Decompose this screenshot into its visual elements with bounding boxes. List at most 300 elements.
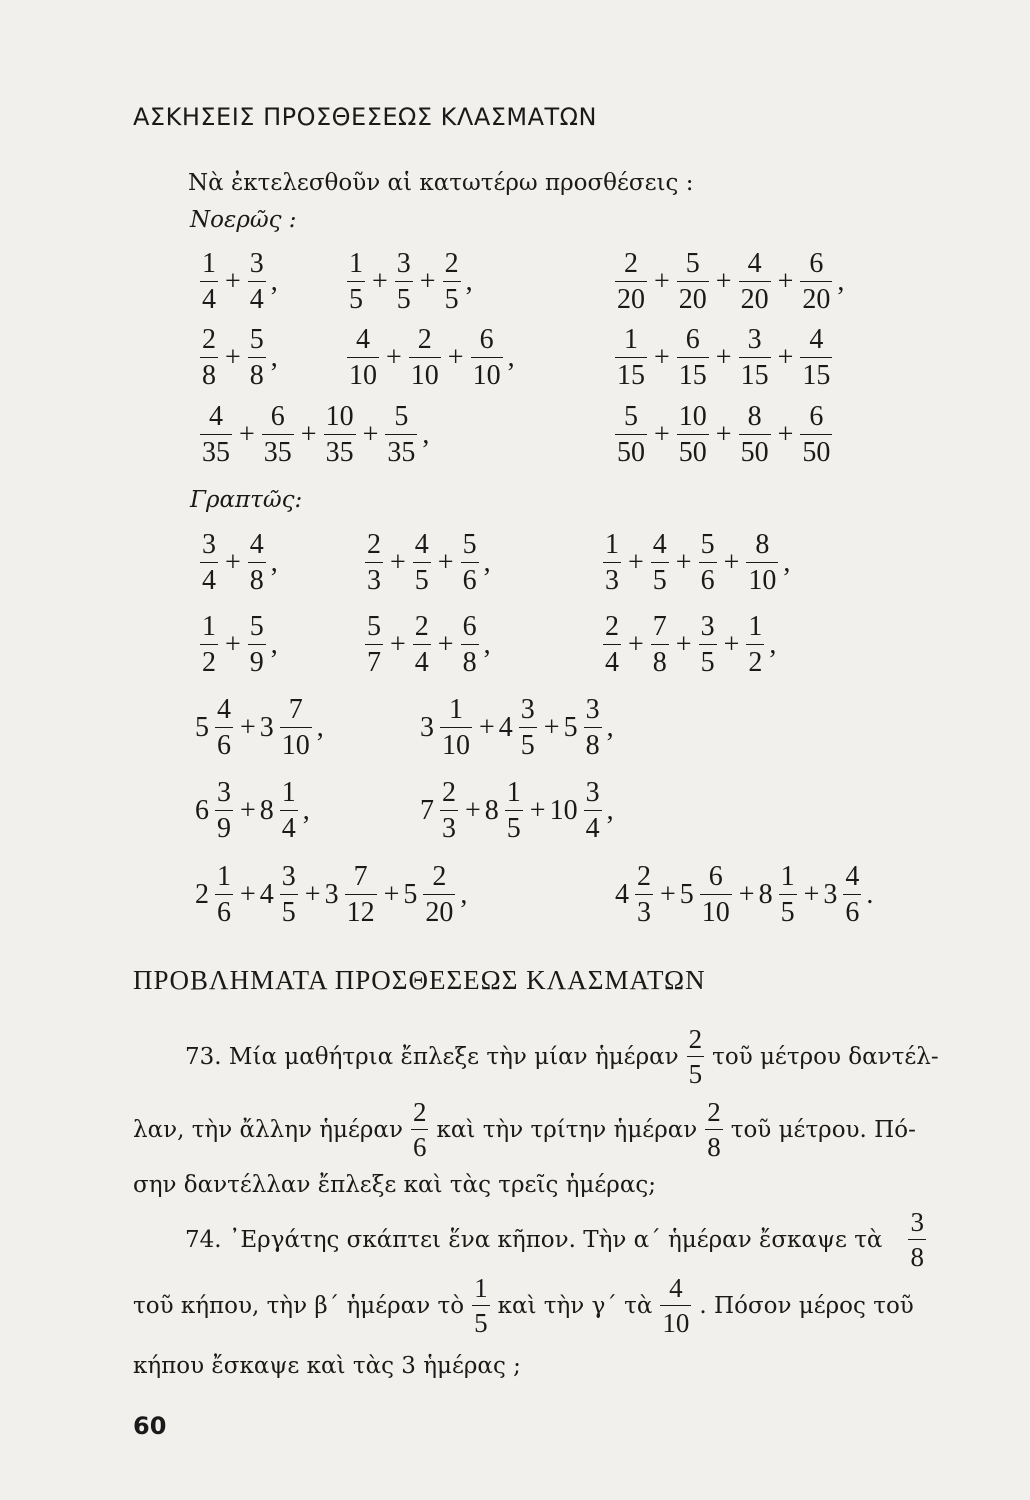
denominator: 50 (615, 434, 647, 467)
denominator: 10 (440, 727, 472, 760)
numerator: 5 (249, 611, 264, 642)
fraction (615, 403, 647, 467)
fraction (635, 863, 653, 927)
plus-sign: + (239, 419, 255, 450)
denominator: 5 (651, 562, 669, 595)
plus-sign: + (372, 266, 388, 297)
fraction (461, 613, 479, 677)
numerator: 4 (809, 324, 824, 355)
fraction (324, 403, 356, 467)
fraction (677, 250, 709, 314)
fraction: $\frac{2}{8}$ (707, 1097, 721, 1162)
plus-sign: + (738, 879, 755, 910)
whole-number: 5 (195, 712, 209, 743)
denominator: 15 (800, 357, 832, 390)
plus-sign: + (628, 547, 644, 578)
fraction (423, 863, 455, 927)
numerator: 4 (652, 529, 667, 560)
plus-sign: + (628, 629, 644, 660)
fraction (443, 250, 461, 314)
denominator: 9 (215, 810, 233, 843)
denominator: 20 (739, 281, 771, 314)
whole-number: 8 (758, 879, 773, 910)
whole-number: 8 (259, 795, 274, 826)
problem-text: καὶ τὴν τρίτην ἡμέραν (436, 1117, 698, 1143)
fraction (746, 531, 778, 595)
punctuation: , (483, 629, 491, 660)
denominator: 8 (200, 357, 218, 390)
numerator: 1 (449, 694, 463, 725)
whole-number: 3 (324, 879, 339, 910)
denominator: 5 (347, 281, 365, 314)
problem-73-line-3 (133, 1155, 656, 1215)
denominator: 5 (280, 894, 298, 927)
fraction (800, 326, 832, 390)
numerator: 3 (520, 694, 535, 725)
fraction (347, 250, 365, 314)
plus-sign: + (543, 712, 560, 743)
denominator: 3 (635, 894, 653, 927)
exercise (612, 395, 835, 475)
numerator: 3 (281, 861, 296, 892)
numerator: 4 (356, 324, 370, 355)
fraction (584, 779, 602, 843)
whole-number: 8 (484, 795, 499, 826)
plus-sign: + (304, 879, 321, 910)
plus-sign: + (390, 629, 406, 660)
whole-number: 3 (823, 879, 838, 910)
denominator: 35 (262, 434, 294, 467)
punctuation: , (302, 795, 310, 826)
fraction (200, 531, 218, 595)
fraction (413, 531, 431, 595)
whole-number: 7 (420, 795, 434, 826)
plus-sign: + (240, 712, 256, 743)
denominator: 35 (324, 434, 356, 467)
numerator: 2 (367, 529, 381, 560)
fraction (739, 250, 771, 314)
numerator: 1 (202, 248, 216, 279)
numerator: 1 (506, 777, 521, 808)
numerator: 3 (202, 529, 216, 560)
numerator: 10 (325, 401, 354, 432)
problem-text: λαν, τὴν ἄλλην ἡμέραν (133, 1117, 403, 1143)
exercise (197, 605, 278, 685)
fraction (440, 779, 458, 843)
denominator: 4 (200, 281, 218, 314)
numerator: 2 (442, 777, 456, 808)
numerator: 1 (217, 861, 231, 892)
section-heading-exercises: ΑΣΚΗΣΕΙΣ ΠΡΟΣΘΕΣΕΩΣ ΚΛΑΣΜΑΤΩΝ (133, 103, 597, 131)
numerator: 2 (432, 861, 447, 892)
plus-sign: + (654, 419, 670, 450)
exercise (362, 523, 491, 603)
plus-sign: + (675, 547, 692, 578)
exercise (612, 318, 835, 398)
fraction (365, 613, 383, 677)
denominator: 3 (440, 810, 458, 843)
label-written: Γραπτῶς: (190, 487, 303, 513)
whole-number: 5 (563, 712, 578, 743)
plus-sign: + (447, 342, 464, 373)
punctuation: , (316, 712, 324, 743)
numerator: 4 (249, 529, 264, 560)
denominator: 5 (395, 281, 413, 314)
punctuation: , (769, 629, 777, 660)
fraction (843, 863, 861, 927)
plus-sign: + (479, 712, 495, 743)
denominator: 5 (443, 281, 461, 314)
numerator: 5 (685, 248, 700, 279)
denominator: 4 (280, 810, 298, 843)
whole-number: 6 (195, 795, 209, 826)
denominator: 20 (677, 281, 709, 314)
fraction (280, 863, 298, 927)
denominator: 10 (347, 357, 379, 390)
exercise (344, 318, 515, 398)
numerator: 6 (462, 611, 477, 642)
whole-number: 4 (498, 712, 513, 743)
plus-sign: + (660, 879, 676, 910)
whole-number: 10 (549, 795, 578, 826)
numerator: 4 (414, 529, 429, 560)
punctuation: , (783, 547, 791, 578)
fraction (200, 326, 218, 390)
numerator: 2 (417, 324, 432, 355)
whole-number: 4 (259, 879, 274, 910)
whole-number: 5 (679, 879, 694, 910)
fraction (800, 250, 832, 314)
denominator: 15 (615, 357, 647, 390)
denominator: 3 (365, 562, 383, 595)
numerator: 3 (249, 248, 264, 279)
problem-text: σην δαντέλλαν ἔπλεξε καὶ τὰς τρεῖς ἡμέρας; (133, 1172, 656, 1198)
fraction (248, 531, 266, 595)
fraction (461, 531, 479, 595)
punctuation: , (270, 266, 278, 297)
exercise (362, 605, 491, 685)
plus-sign: + (437, 629, 454, 660)
fraction (677, 403, 709, 467)
plus-sign: + (777, 266, 794, 297)
fraction (280, 779, 298, 843)
numerator: 7 (652, 611, 667, 642)
denominator: 4 (413, 644, 431, 677)
plus-sign: + (675, 629, 692, 660)
fraction (603, 613, 621, 677)
whole-number: 3 (420, 712, 434, 743)
plus-sign: + (240, 879, 256, 910)
plus-sign: + (225, 547, 241, 578)
numerator: 5 (394, 401, 409, 432)
numerator: 1 (202, 611, 216, 642)
plus-sign: + (777, 342, 794, 373)
numerator: 3 (217, 777, 231, 808)
numerator: 5 (367, 611, 381, 642)
denominator: 8 (584, 727, 602, 760)
punctuation: , (507, 342, 515, 373)
plus-sign: + (300, 419, 317, 450)
denominator: 8 (248, 357, 266, 390)
plus-sign: + (465, 795, 481, 826)
fraction: $\frac{2}{6}$ (412, 1097, 427, 1162)
numerator: 1 (281, 777, 296, 808)
denominator: 20 (800, 281, 832, 314)
exercise (195, 855, 467, 935)
numerator: 2 (624, 248, 638, 279)
problem-73-line-2 (133, 1097, 916, 1162)
exercise (195, 688, 324, 768)
punctuation: , (606, 795, 614, 826)
denominator: 5 (779, 894, 797, 927)
denominator: 50 (800, 434, 832, 467)
fraction: $\frac{3}{8}$ (910, 1207, 924, 1272)
plus-sign: + (715, 266, 732, 297)
plus-sign: + (777, 419, 794, 450)
fraction (746, 613, 764, 677)
fraction (215, 779, 233, 843)
punctuation: . (866, 879, 874, 910)
denominator: 20 (423, 894, 455, 927)
problem-text: καὶ τὴν γ΄ τὰ (497, 1293, 653, 1319)
plus-sign: + (386, 342, 402, 373)
numerator: 2 (444, 248, 459, 279)
denominator: 5 (413, 562, 431, 595)
punctuation: , (422, 419, 430, 450)
exercise (344, 242, 473, 322)
fraction (800, 403, 832, 467)
numerator: 1 (605, 529, 619, 560)
denominator: 5 (505, 810, 523, 843)
fraction (651, 613, 669, 677)
exercise (420, 688, 614, 768)
fraction: $\frac{1}{5}$ (474, 1273, 488, 1338)
denominator: 4 (603, 644, 621, 677)
denominator: 2 (746, 644, 764, 677)
denominator: 15 (677, 357, 709, 390)
exercise (612, 242, 844, 322)
problem-74-line-2 (133, 1273, 914, 1338)
fraction (615, 326, 647, 390)
numerator: 7 (353, 861, 368, 892)
punctuation: , (270, 547, 278, 578)
numerator: 1 (624, 324, 638, 355)
fraction (409, 326, 441, 390)
section-heading-problems: ΠΡΟΒΛΗΜΑΤΑ ΠΡΟΣΘΕΣΕΩΣ ΚΛΑΣΜΑΤΩΝ (133, 965, 706, 995)
instruction-text: Νὰ ἐκτελεσθοῦν αἱ κατωτέρω προσθέσεις : (188, 170, 694, 196)
fraction (739, 403, 771, 467)
denominator: 15 (739, 357, 771, 390)
fraction: $\frac{2}{5}$ (688, 1024, 703, 1089)
denominator: 4 (584, 810, 602, 843)
denominator: 4 (200, 562, 218, 595)
denominator: 8 (651, 644, 669, 677)
fraction (677, 326, 709, 390)
numerator: 5 (249, 324, 264, 355)
numerator: 6 (809, 401, 824, 432)
denominator: 10 (471, 357, 503, 390)
denominator: 10 (280, 727, 312, 760)
whole-number: 5 (403, 879, 418, 910)
problem-text: 73. Μία μαθήτρια ἔπλεξε τὴν μίαν ἡμέραν (185, 1044, 679, 1070)
exercise (195, 771, 310, 851)
plus-sign: + (225, 342, 241, 373)
punctuation: , (270, 629, 278, 660)
numerator: 3 (585, 694, 600, 725)
plus-sign: + (225, 629, 241, 660)
fraction (779, 863, 797, 927)
page-number: 60 (133, 1412, 167, 1440)
plus-sign: + (529, 795, 546, 826)
numerator: 2 (414, 611, 429, 642)
plus-sign: + (723, 629, 740, 660)
fraction (615, 250, 647, 314)
numerator: 1 (349, 248, 363, 279)
numerator: 8 (747, 401, 762, 432)
denominator: 6 (215, 894, 233, 927)
denominator: 2 (200, 644, 218, 677)
fraction: $\frac{4}{10}$ (662, 1273, 690, 1338)
problem-text: . Πόσον μέρος τοῦ (699, 1293, 914, 1319)
fraction (413, 613, 431, 677)
plus-sign: + (419, 266, 436, 297)
numerator: 5 (624, 401, 638, 432)
numerator: 6 (708, 861, 723, 892)
fraction (440, 696, 472, 760)
exercise (600, 523, 790, 603)
punctuation: , (460, 879, 468, 910)
plus-sign: + (715, 342, 732, 373)
denominator: 50 (677, 434, 709, 467)
fraction (651, 531, 669, 595)
numerator: 2 (637, 861, 651, 892)
fraction (584, 696, 602, 760)
fraction (280, 696, 312, 760)
fraction (262, 403, 294, 467)
fraction (248, 326, 266, 390)
denominator: 6 (461, 562, 479, 595)
denominator: 4 (248, 281, 266, 314)
plus-sign: + (437, 547, 454, 578)
punctuation: , (837, 266, 845, 297)
numerator: 4 (747, 248, 762, 279)
plus-sign: + (654, 266, 670, 297)
fraction (385, 403, 417, 467)
denominator: 6 (699, 562, 717, 595)
denominator: 5 (699, 644, 717, 677)
exercise (197, 395, 429, 475)
numerator: 1 (780, 861, 795, 892)
denominator: 9 (248, 644, 266, 677)
fraction (248, 250, 266, 314)
problem-74-line-1 (185, 1207, 934, 1272)
fraction (347, 326, 379, 390)
numerator: 3 (585, 777, 600, 808)
numerator: 3 (396, 248, 411, 279)
numerator: 8 (755, 529, 770, 560)
numerator: 4 (217, 694, 231, 725)
problem-74-line-3 (133, 1336, 521, 1396)
problem-text: τοῦ μέτρου. Πό- (730, 1117, 916, 1143)
exercise (197, 242, 278, 322)
exercise (197, 523, 278, 603)
denominator: 5 (519, 727, 537, 760)
numerator: 1 (748, 611, 763, 642)
plus-sign: + (383, 879, 400, 910)
fraction (699, 531, 717, 595)
plus-sign: + (803, 879, 820, 910)
problem-text: τοῦ μέτρου δαντέλ- (712, 1044, 939, 1070)
numerator: 3 (747, 324, 762, 355)
exercise (420, 771, 614, 851)
denominator: 7 (365, 644, 383, 677)
punctuation: , (606, 712, 614, 743)
exercise (600, 605, 776, 685)
punctuation: , (270, 342, 278, 373)
plus-sign: + (362, 419, 379, 450)
plus-sign: + (240, 795, 256, 826)
punctuation: , (483, 547, 491, 578)
problem-73-line-1 (185, 1024, 939, 1089)
denominator: 8 (461, 644, 479, 677)
denominator: 10 (409, 357, 441, 390)
fraction (700, 863, 732, 927)
numerator: 5 (462, 529, 477, 560)
numerator: 6 (270, 401, 285, 432)
whole-number: 3 (259, 712, 274, 743)
numerator: 2 (605, 611, 619, 642)
fraction (395, 250, 413, 314)
fraction (200, 250, 218, 314)
exercise (615, 855, 873, 935)
denominator: 50 (739, 434, 771, 467)
fraction (345, 863, 377, 927)
denominator: 10 (746, 562, 778, 595)
punctuation: , (465, 266, 473, 297)
exercise (197, 318, 278, 398)
numerator: 7 (288, 694, 303, 725)
numerator: 6 (809, 248, 824, 279)
plus-sign: + (390, 547, 406, 578)
numerator: 4 (209, 401, 223, 432)
numerator: 10 (678, 401, 707, 432)
fraction (200, 403, 232, 467)
fraction (519, 696, 537, 760)
problem-text: 74. ᾿Εργάτης σκάπτει ἕνα κῆπον. Τὴν α΄ ἡμέραν ἔσκαψε τὰ (185, 1227, 883, 1253)
denominator: 6 (843, 894, 861, 927)
fraction (215, 863, 233, 927)
plus-sign: + (715, 419, 732, 450)
plus-sign: + (654, 342, 670, 373)
fraction (699, 613, 717, 677)
whole-number: 4 (615, 879, 629, 910)
denominator: 35 (385, 434, 417, 467)
fraction (365, 531, 383, 595)
fraction (603, 531, 621, 595)
fraction (471, 326, 503, 390)
denominator: 20 (615, 281, 647, 314)
label-mental: Νοερῶς : (190, 207, 297, 233)
problem-text: τοῦ κήπου, τὴν β΄ ἡμέραν τὸ (133, 1293, 465, 1319)
whole-number: 2 (195, 879, 209, 910)
denominator: 12 (345, 894, 377, 927)
fraction (739, 326, 771, 390)
plus-sign: + (225, 266, 241, 297)
numerator: 2 (202, 324, 216, 355)
denominator: 10 (700, 894, 732, 927)
denominator: 3 (603, 562, 621, 595)
numerator: 4 (845, 861, 860, 892)
